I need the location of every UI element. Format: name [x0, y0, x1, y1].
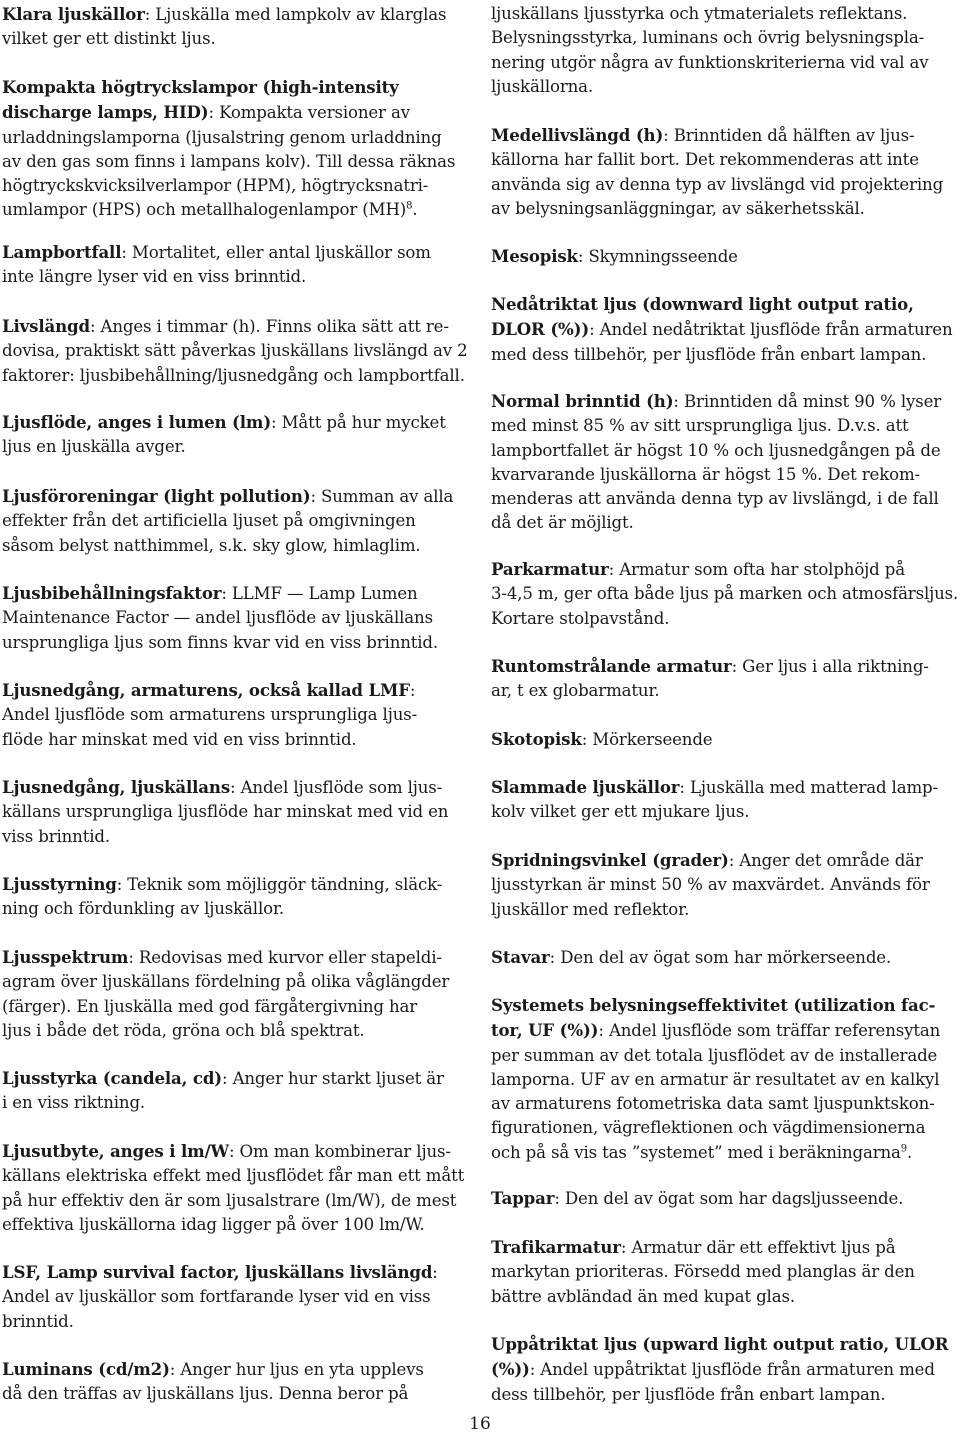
entry-line: [2, 945, 474, 970]
glossary-definition: : Andel ljusflöde som ljus-: [230, 778, 443, 797]
glossary-term: Luminans (cd/m2): [2, 1359, 170, 1379]
glossary-entry: [2, 240, 474, 290]
glossary-definition: : Mortalitet, eller antal ljuskällor som: [121, 243, 431, 262]
glossary-definition: högtryckskvicksilverlampor (HPM), högtrycksnatri-: [2, 176, 429, 196]
glossary-entry: [491, 1235, 957, 1309]
glossary-definition: och på så vis tas ”systemet” med i beräkningarna: [491, 1142, 901, 1162]
footnote-reference: 9: [900, 1143, 907, 1155]
glossary-term: Ljusstyrka (candela, cd): [2, 1068, 222, 1088]
glossary-definition: då det är möjligt.: [491, 513, 634, 533]
entry-line: [491, 2, 957, 26]
glossary-definition: : Kompakta versioner av: [208, 103, 410, 123]
glossary-definition: faktorer: ljusbibehållning/ljusnedgång och lampbortfall.: [2, 365, 465, 385]
entry-line: [2, 126, 474, 150]
entry-line: [491, 1357, 957, 1382]
entry-line: [491, 607, 957, 631]
glossary-definition: : Brinntiden då hälften av ljus-: [663, 126, 915, 145]
glossary-entry: [2, 775, 474, 849]
entry-line: [491, 1018, 957, 1043]
glossary-definition: ar, t ex globarmatur.: [491, 681, 660, 701]
glossary-definition: dess tillbehör, per ljusflöde från enbart lampan.: [491, 1384, 886, 1404]
glossary-definition: : Armatur där ett effektivt ljus på: [620, 1238, 896, 1257]
entry-line: [491, 945, 957, 970]
glossary-definition: : Anger hur ljus en yta upplevs: [169, 1360, 424, 1379]
glossary-definition: ljusstyrkan är minst 50 % av maxvärdet. Används för: [491, 875, 930, 895]
entry-line: [2, 970, 474, 994]
entry-line: [2, 995, 474, 1019]
glossary-definition: bättre avbländad än med kupat glas.: [491, 1286, 795, 1306]
glossary-entry: [491, 654, 957, 704]
entry-line: [2, 509, 474, 533]
glossary-definition: : Anges i timmar (h). Finns olika sätt att re-: [89, 317, 449, 336]
glossary-term: Mesopisk: [491, 246, 578, 266]
glossary-definition: : Ljuskälla med matterad lamp-: [679, 778, 938, 797]
entry-line: [2, 872, 474, 897]
glossary-entry: [491, 945, 957, 970]
glossary-term: tor, UF (%)): [491, 1020, 599, 1041]
entry-line: [491, 1116, 957, 1140]
glossary-definition: vilket ger ett distinkt ljus.: [2, 29, 216, 49]
glossary-definition: med dess tillbehör, per ljusflöde från enbart lampan.: [491, 344, 927, 364]
entry-line: [2, 75, 474, 100]
glossary-definition: Andel av ljuskällor som fortfarande lyser vid en viss: [2, 1287, 431, 1307]
glossary-entry: [491, 775, 957, 825]
entry-line: [491, 679, 957, 703]
glossary-definition: urladdningslamporna (ljusalstring genom urladdning: [2, 127, 442, 147]
glossary-definition: : Den del av ögat som har mörkerseende.: [549, 948, 892, 967]
glossary-entry: [2, 1066, 474, 1116]
entry-line: [2, 1285, 474, 1309]
glossary-term: Ljusnedgång, armaturens, också kallad LMF: [2, 680, 410, 700]
glossary-definition: ljus en ljuskälla avger.: [2, 437, 186, 457]
glossary-entry: [2, 2, 474, 52]
entry-line: [491, 292, 957, 317]
entry-line: [2, 1213, 474, 1237]
glossary-term: Ljusbibehållningsfaktor: [2, 583, 222, 603]
glossary-definition: flöde har minskat med vid en viss brinntid.: [2, 729, 357, 749]
entry-line: [491, 26, 957, 50]
glossary-definition: med minst 85 % av sitt ursprungliga ljus. D.v.s. att: [491, 416, 909, 436]
entry-line: [491, 1044, 957, 1068]
glossary-definition: agram över ljuskällans fördelning på olika våglängder: [2, 972, 450, 992]
glossary-entry: [2, 1139, 474, 1237]
sentence-end: .: [907, 1142, 913, 1162]
glossary-definition: på hur effektiv den är som ljusalstrare (lm/W), de mest: [2, 1190, 457, 1210]
glossary-term: LSF, Lamp survival factor, ljuskällans livslängd: [2, 1262, 433, 1282]
entry-line: [491, 993, 957, 1018]
glossary-definition: : Redovisas med kurvor eller stapeldi-: [128, 948, 442, 967]
entry-line: [491, 343, 957, 367]
glossary-definition: : Andel nedåtriktat ljusflöde från armaturen: [589, 320, 953, 340]
entry-line: [491, 75, 957, 99]
glossary-term: Runtomstrålande armatur: [491, 656, 732, 676]
glossary-entry: [491, 848, 957, 922]
glossary-definition: av belysningsanläggningar, av säkerhetsskäl.: [491, 198, 865, 218]
entry-line: [2, 484, 474, 509]
glossary-definition: ljus i både det röda, gröna och blå spektrat.: [2, 1020, 365, 1040]
glossary-definition: nering utgör några av funktionskriterierna vid val av: [491, 52, 929, 72]
glossary-entry: [2, 314, 474, 388]
entry-line: [491, 1141, 957, 1165]
entry-line: [491, 873, 957, 897]
entry-line: [491, 1383, 957, 1407]
entry-line: [2, 678, 474, 703]
entry-line: [2, 1164, 474, 1188]
sentence-end: .: [412, 200, 418, 220]
entry-line: [491, 463, 957, 487]
glossary-term: Klara ljuskällor: [2, 4, 145, 24]
entry-line: [491, 1235, 957, 1260]
entry-line: [2, 1382, 474, 1406]
glossary-entry: [491, 292, 957, 367]
glossary-entry: [2, 581, 474, 655]
glossary-term: Nedåtriktat ljus (downward light output ratio,: [491, 294, 914, 314]
entry-line: [2, 703, 474, 727]
glossary-term: Tappar: [491, 1188, 555, 1208]
glossary-term: discharge lamps, HID): [2, 102, 209, 123]
glossary-term: Ljusspektrum: [2, 947, 129, 967]
glossary-definition: inte längre lyser vid en viss brinntid.: [2, 267, 307, 287]
entry-line: [2, 410, 474, 435]
glossary-entry: [2, 945, 474, 1043]
glossary-definition: Andel ljusflöde som armaturens ursprungliga ljus-: [2, 705, 418, 725]
glossary-term: Ljusflöde, anges i lumen (lm): [2, 412, 272, 432]
entry-line: [2, 150, 474, 174]
glossary-term: Medellivslängd (h): [491, 125, 664, 145]
glossary-entry: [491, 557, 957, 631]
entry-line: [491, 1260, 957, 1284]
entry-line: [2, 581, 474, 606]
glossary-entry: [491, 2, 957, 99]
glossary-definition: : Den del av ögat som har dagsljusseende.: [554, 1189, 904, 1208]
entry-line: [2, 631, 474, 655]
glossary-definition: dovisa, praktiskt sätt påverkas ljuskällans livslängd av 2: [2, 341, 468, 361]
entry-line: [491, 800, 957, 824]
entry-line: [2, 27, 474, 51]
glossary-entry: [2, 872, 474, 922]
glossary-definition: : Ger ljus i alla riktning-: [731, 657, 929, 676]
glossary-definition: : Om man kombinerar ljus-: [228, 1142, 451, 1161]
glossary-definition: kvarvarande ljuskällorna är högst 15 %. Det rekom-: [491, 464, 921, 484]
glossary-definition: av armaturens fotometriska data samt ljuspunktskon-: [491, 1094, 935, 1114]
entry-line: [2, 2, 474, 27]
glossary-definition: använda sig av denna typ av livslängd vid projektering: [491, 174, 944, 194]
glossary-definition: effekter från det artificiella ljuset på omgivningen: [2, 511, 416, 531]
glossary-definition: figurationen, vägreflektionen och vägdimensionerna: [491, 1118, 926, 1138]
glossary-definition: såsom belyst natthimmel, s.k. sky glow, himlaglim.: [2, 535, 421, 555]
glossary-definition: viss brinntid.: [2, 826, 110, 846]
entry-line: [491, 244, 957, 269]
glossary-definition: : Mått på hur mycket: [271, 413, 446, 432]
entry-line: [491, 848, 957, 873]
glossary-definition: då den träffas av ljuskällans ljus. Denna beror på: [2, 1384, 409, 1404]
glossary-term: Normal brinntid (h): [491, 391, 674, 411]
entry-line: [2, 265, 474, 289]
glossary-definition: menderas att använda denna typ av livslängd, i de fall: [491, 489, 939, 509]
glossary-definition: brinntid.: [2, 1311, 74, 1331]
entry-line: [491, 123, 957, 148]
glossary-term: Ljusföroreningar (light pollution): [2, 486, 311, 506]
entry-line: [2, 897, 474, 921]
glossary-definition: (färger). En ljuskälla med god färgåtergivning har: [2, 996, 418, 1016]
glossary-term: DLOR (%)): [491, 319, 590, 340]
glossary-entry: [491, 244, 957, 269]
entry-line: [2, 606, 474, 630]
entry-line: [491, 51, 957, 75]
entry-line: [491, 898, 957, 922]
glossary-definition: : Armatur som ofta har stolphöjd på: [608, 560, 905, 579]
glossary-term: Lampbortfall: [2, 242, 122, 262]
glossary-definition: ljuskällor med reflektor.: [491, 899, 690, 919]
glossary-term: Ljusstyrning: [2, 874, 117, 894]
glossary-definition: : Brinntiden då minst 90 % lyser: [673, 392, 942, 411]
glossary-definition: : LLMF — Lamp Lumen: [221, 584, 418, 603]
entry-line: [2, 174, 474, 198]
entry-line: [2, 1139, 474, 1164]
glossary-term: Stavar: [491, 947, 550, 967]
glossary-term: Systemets belysningseffektivitet (utilization fac-: [491, 995, 936, 1015]
glossary-definition: :: [432, 1263, 438, 1282]
entry-line: [2, 1357, 474, 1382]
entry-line: [491, 487, 957, 511]
entry-line: [491, 389, 957, 414]
glossary-term: Skotopisk: [491, 729, 582, 749]
entry-line: [491, 148, 957, 172]
glossary-entry: [491, 1186, 957, 1211]
entry-line: [491, 1068, 957, 1092]
page-number: 16: [469, 1414, 491, 1434]
entry-line: [2, 240, 474, 265]
entry-line: [2, 1260, 474, 1285]
entry-line: [491, 1285, 957, 1309]
entry-line: [2, 825, 474, 849]
glossary-term: Spridningsvinkel (grader): [491, 850, 729, 870]
entry-line: [491, 775, 957, 800]
glossary-definition: ursprungliga ljus som finns kvar vid en viss brinntid.: [2, 632, 439, 652]
glossary-definition: ljuskällorna.: [491, 76, 594, 96]
glossary-definition: Belysningsstyrka, luminans och övrig belysningspla-: [491, 28, 925, 48]
glossary-definition: umlampor (HPS) och metallhalogenlampor (MH): [2, 200, 407, 220]
entry-line: [2, 435, 474, 459]
glossary-entry: [2, 678, 474, 752]
entry-line: [2, 728, 474, 752]
entry-line: [491, 727, 957, 752]
glossary-definition: 3-4,5 m, ger ofta både ljus på marken och atmosfärsljus.: [491, 584, 959, 604]
glossary-entry: [2, 410, 474, 460]
glossary-definition: : Ljuskälla med lampkolv av klarglas: [144, 5, 447, 24]
glossary-definition: av den gas som finns i lampans kolv). Till dessa räknas: [2, 151, 456, 171]
glossary-definition: lamporna. UF av en armatur är resultatet av en kalkyl: [491, 1069, 940, 1089]
glossary-definition: i en viss riktning.: [2, 1093, 146, 1113]
entry-line: [2, 100, 474, 125]
entry-line: [2, 800, 474, 824]
glossary-definition: : Anger det område där: [728, 851, 923, 870]
entry-line: [2, 198, 474, 222]
entry-line: [491, 557, 957, 582]
glossary-entry: [491, 993, 957, 1165]
glossary-term: Uppåtriktat ljus (upward light output ratio, ULOR: [491, 1334, 949, 1354]
entry-line: [491, 1332, 957, 1357]
glossary-definition: : Teknik som möjliggör tändning, släck-: [116, 875, 443, 894]
glossary-term: Kompakta högtryckslampor (high-intensity: [2, 77, 399, 97]
glossary-entry: [491, 1332, 957, 1407]
entry-line: [491, 582, 957, 606]
glossary-definition: Maintenance Factor — andel ljusflöde av ljuskällans: [2, 608, 433, 628]
glossary-definition: kolv vilket ger ett mjukare ljus.: [491, 802, 750, 822]
glossary-definition: : Summan av alla: [310, 487, 454, 506]
entry-line: [491, 414, 957, 438]
glossary-definition: källorna har fallit bort. Det rekommenderas att inte: [491, 150, 919, 170]
glossary-term: (%)): [491, 1359, 530, 1380]
entry-line: [491, 317, 957, 342]
glossary-definition: : Andel uppåtriktat ljusflöde från armaturen med: [529, 1360, 935, 1380]
glossary-term: Slammade ljuskällor: [491, 777, 680, 797]
entry-line: [491, 197, 957, 221]
glossary-definition: : Anger hur starkt ljuset är: [222, 1069, 444, 1088]
entry-line: [2, 339, 474, 363]
entry-line: [2, 534, 474, 558]
glossary-definition: ljuskällans ljusstyrka och ytmaterialets reflektans.: [491, 4, 908, 23]
entry-line: [2, 775, 474, 800]
glossary-definition: ning och fördunkling av ljuskällor.: [2, 899, 285, 919]
glossary-entry: [491, 123, 957, 221]
entry-line: [2, 364, 474, 388]
footnote-reference: 8: [406, 200, 413, 212]
entry-line: [2, 1019, 474, 1043]
glossary-entry: [2, 1260, 474, 1334]
entry-line: [2, 1066, 474, 1091]
entry-line: [2, 314, 474, 339]
glossary-entry: [491, 727, 957, 752]
glossary-definition: : Andel ljusflöde som träffar referensytan: [598, 1021, 941, 1041]
entry-line: [2, 1189, 474, 1213]
glossary-definition: : Skymningsseende: [577, 247, 738, 266]
glossary-entry: [491, 389, 957, 536]
entry-line: [491, 173, 957, 197]
glossary-term: Trafikarmatur: [491, 1237, 621, 1257]
glossary-entry: [2, 1357, 474, 1407]
glossary-term: Ljusutbyte, anges i lm/W: [2, 1141, 229, 1161]
entry-line: [491, 654, 957, 679]
glossary-entry: [2, 75, 474, 223]
entry-line: [2, 1310, 474, 1334]
glossary-definition: :: [409, 681, 416, 700]
glossary-definition: effektiva ljuskällorna idag ligger på över 100 lm/W.: [2, 1214, 425, 1234]
glossary-definition: per summan av det totala ljusflödet av de installerade: [491, 1045, 938, 1065]
entry-line: [491, 1186, 957, 1211]
glossary-term: Livslängd: [2, 316, 90, 336]
glossary-definition: Kortare stolpavstånd.: [491, 608, 670, 628]
glossary-definition: lampbortfallet är högst 10 % och ljusnedgången på de: [491, 440, 941, 460]
glossary-entry: [2, 484, 474, 558]
glossary-term: Parkarmatur: [491, 559, 609, 579]
entry-line: [491, 511, 957, 535]
glossary-definition: källans ursprungliga ljusflöde har minskat med vid en: [2, 802, 449, 822]
glossary-definition: källans elektriska effekt med ljusflödet får man ett mått: [2, 1166, 465, 1186]
glossary-definition: markytan prioriteras. Försedd med planglas är den: [491, 1262, 915, 1282]
glossary-definition: : Mörkerseende: [581, 730, 713, 749]
entry-line: [2, 1091, 474, 1115]
entry-line: [491, 1092, 957, 1116]
entry-line: [491, 439, 957, 463]
glossary-term: Ljusnedgång, ljuskällans: [2, 777, 231, 797]
